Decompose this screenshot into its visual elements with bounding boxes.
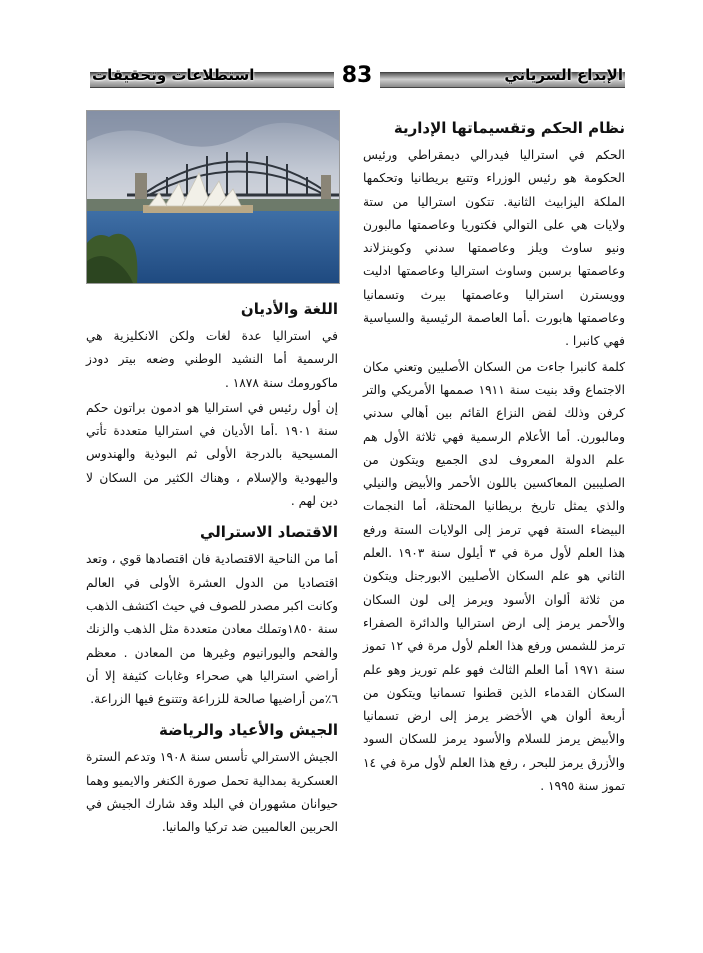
page-number: 83	[334, 58, 380, 94]
governance-paragraph: الحكم في استراليا فيدرالي ديمقراطي ورئيس الحكومة هو رئيس الوزراء وتتبع بريطانيا وتحكمها الملكة اليزابيث الثانية. تتكون استراليا من ستة ولايات هي على التوالي فكتوريا وعاصمتها مالبورن ونيو ساوث ويلز وعاصمتها سدني وكوينزلاند وعاصمتها برسبن وساوث استراليا وعاصمتها ادليت وويسترن استراليا وعاصمتها بيرث وتسمانيا وعاصمتها هابورت .أما العاصمة الرئيسية والسياسية فهي كانبرا .	[363, 148, 625, 349]
language-religion-heading: اللغة والأديان	[240, 300, 338, 318]
canberra-flags-paragraph: كلمة كانبرا جاءت من السكان الأصليين وتعني مكان الاجتماع وقد بنيت سنة ١٩١١ صممها الأمريكي والتر كرفن وذلك لفض النزاع القائم بين أهالي سدني ومالبورن. أما الأعلام الرسمية فهي ثلاثة الأول هم علم الدولة المعروف لدى الجميع ويتكون من الصليبين المعاكسين باللون الأحمر والأبيض والنيلي والذي يمثل تاريخ بريطانيا المحتلة، أما النجمات البيضاء الستة فهي ترمز إلى الولايات الستة ورفع هذا العلم لأول مرة في ٣ أيلول سنة ١٩٠٣ .العلم الثاني هو علم السكان الأصليين الابورجنل ويتكون من ثلاثة ألوان الأسود ويرمز إلى لون السكان والأحمر يرمز إلى ارض استراليا والدائرة الصفراء ترمز للشمس ورفع هذا العلم لأول مرة في ١٢ تموز سنة ١٩٧١ أما العلم الثالث فهو علم توريز وهو علم السكان القدماء الذين قطنوا تسمانيا ويتكون من أربعة ألوان هي الأخضر يرمز إلى ارض تسمانيا والأبيض يرمز للسلام والأسود يرمز للسكان السود والأزرق يرمز للبحر ، رفع هذا العلم لأول مرة في ١٤ تموز سنة ١٩٩٥ .	[363, 359, 625, 794]
army-heading: الجيش والأعياد والرياضة	[159, 721, 338, 740]
governance-heading: نظام الحكم وتقسيماتها الإدارية	[393, 119, 625, 137]
army-paragraph: الجيش الاسترالي تأسس سنة ١٩٠٨ وتدعم السترة العسكرية بمدالية تحمل صورة الكنغر والايميو وهما حيوانان مشهوران في البلد وقد شارك الجيش في الحربين العالميين ضد تركيا والمانيا.	[86, 750, 338, 835]
right-column	[363, 116, 625, 798]
economy-heading: الاقتصاد الاسترالي	[199, 523, 338, 542]
sydney-harbour-illustration	[87, 111, 339, 283]
economy-paragraph: أما من الناحية الاقتصادية فان اقتصادها قوي ، وتعد اقتصاديا من الدول العشرة الأولى في العالم وكانت اكبر مصدر للصوف في حيث اكتشف الذهب سنة ١٨٥٠وتملك معادن متعددة مثل الذهب والزنك والفحم واليورانيوم وغيرها من المعادن . معظم أراضي استراليا هي صحراء وغابات كثيفة إلا أن ٦٪من أراضيها صالحة للزراعة وتتنوع فيها الزراعة.	[86, 552, 338, 707]
page-header	[90, 63, 625, 96]
language-paragraph: في استراليا عدة لغات ولكن الانكليزية هي الرسمية أما النشيد الوطني وضعه بيتر دودز ماكورومك سنة ١٨٧٨ .	[86, 329, 338, 390]
section-title: استطلاعات وتحقيقات	[92, 66, 255, 84]
magazine-title: الإبداع السرياني	[504, 66, 623, 84]
sydney-harbour-photo	[86, 110, 340, 284]
left-column	[86, 297, 338, 840]
bridge-pylon	[321, 175, 331, 199]
religion-paragraph: إن أول رئيس في استراليا هو ادمون براتون حكم سنة ١٩٠١ .أما الأديان في استراليا متعددة تأتي المسيحية بالدرجة الأولى ثم البوذية والهندوس واليهودية والإسلام ، وهناك الكثير من السكان لا دين لهم .	[86, 400, 338, 509]
bridge-pylon	[135, 173, 147, 199]
